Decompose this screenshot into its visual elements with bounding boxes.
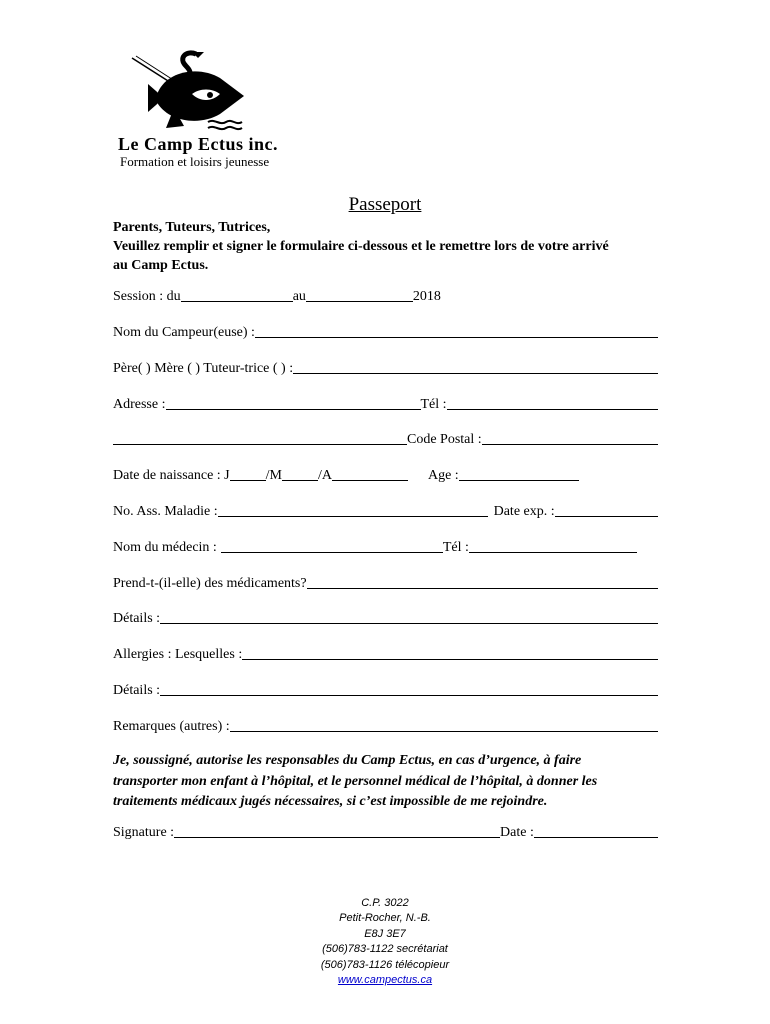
signature-field[interactable] bbox=[174, 823, 500, 838]
birth-year-label: /A bbox=[317, 468, 332, 483]
allergies-field[interactable] bbox=[242, 645, 658, 660]
remarks-label: Remarques (autres) : bbox=[113, 719, 230, 734]
postal-row bbox=[113, 428, 658, 448]
meds-field[interactable] bbox=[307, 574, 658, 589]
address-row bbox=[113, 393, 658, 413]
allergy-details-row bbox=[113, 679, 658, 699]
exp-date-field[interactable] bbox=[555, 502, 658, 517]
camper-row bbox=[113, 321, 658, 341]
intro-line-3: au Camp Ectus. bbox=[113, 258, 209, 273]
allergy-details-label: Détails : bbox=[113, 683, 161, 698]
address-phone: (506)783-1122 secrétariat bbox=[322, 943, 448, 956]
address-city: Petit-Rocher, N.-B. bbox=[339, 912, 431, 925]
session-end-field[interactable] bbox=[306, 287, 413, 302]
postal-code-field[interactable] bbox=[482, 430, 658, 445]
health-row bbox=[113, 500, 658, 520]
meds-label: Prend-t-(il-elle) des médicaments? bbox=[113, 576, 307, 591]
consent-line-1: Je, soussigné, autorise les responsables du Camp Ectus, en cas d’urgence, à faire bbox=[113, 753, 582, 768]
parent-label: Père( ) Mère ( ) Tuteur-trice ( ) : bbox=[113, 361, 294, 376]
details-label: Détails : bbox=[113, 611, 161, 626]
birth-row bbox=[113, 464, 658, 484]
doctor-tel-field[interactable] bbox=[469, 538, 637, 553]
doctor-row bbox=[113, 536, 658, 556]
logo-name: Le Camp Ectus inc. bbox=[118, 134, 279, 154]
address-line-2-field[interactable] bbox=[113, 430, 407, 445]
remarks-field[interactable] bbox=[230, 717, 658, 732]
meds-row bbox=[113, 572, 658, 592]
camp-logo bbox=[118, 48, 308, 176]
exp-label: Date exp. : bbox=[493, 504, 555, 519]
allergies-label: Allergies : Lesquelles : bbox=[113, 647, 243, 662]
website-link[interactable]: www.campectus.ca bbox=[337, 974, 433, 987]
signature-label: Signature : bbox=[113, 825, 175, 840]
allergies-row bbox=[113, 643, 658, 663]
tel-field[interactable] bbox=[447, 395, 658, 410]
tel-label: Tél : bbox=[420, 397, 447, 412]
consent-line-3: traitements médicaux jugés nécessaires, si c’est impossible de me rejoindre. bbox=[113, 794, 548, 809]
consent-line-2: transporter mon enfant à l’hôpital, et le personnel médical de l’hôpital, à donner les bbox=[113, 773, 598, 789]
consent-statement bbox=[113, 751, 658, 813]
parent-row bbox=[113, 357, 658, 377]
address-po: C.P. 3022 bbox=[361, 897, 409, 909]
doctor-tel-label: Tél : bbox=[442, 540, 469, 555]
camper-name-field[interactable] bbox=[255, 323, 658, 338]
birth-month-label: /M bbox=[265, 468, 282, 483]
age-field[interactable] bbox=[459, 466, 579, 481]
postal-label: Code Postal : bbox=[407, 432, 482, 447]
fish-bird-logo-icon bbox=[130, 48, 250, 136]
birth-label: Date de naissance : J bbox=[113, 468, 230, 483]
parent-name-field[interactable] bbox=[293, 359, 658, 374]
intro-text bbox=[113, 218, 673, 275]
address-fax: (506)783-1126 télécopieur bbox=[320, 958, 450, 971]
remarks-row bbox=[113, 715, 658, 735]
allergy-details-field[interactable] bbox=[160, 681, 658, 696]
address-field[interactable] bbox=[166, 395, 421, 410]
address-label: Adresse : bbox=[113, 397, 166, 412]
health-card-label: No. Ass. Maladie : bbox=[113, 504, 218, 519]
birth-year-field[interactable] bbox=[332, 466, 408, 481]
date-field[interactable] bbox=[534, 823, 658, 838]
logo-tagline: Formation et loisirs jeunesse bbox=[120, 154, 270, 169]
birth-day-field[interactable] bbox=[230, 466, 266, 481]
birth-month-field[interactable] bbox=[282, 466, 318, 481]
doctor-label: Nom du médecin : bbox=[113, 540, 217, 555]
page-title: Passeport bbox=[348, 194, 422, 215]
session-label: Session : du bbox=[113, 289, 181, 304]
details-row bbox=[113, 607, 658, 627]
age-label: Age : bbox=[427, 468, 459, 483]
intro-line-1: Parents, Tuteurs, Tutrices, bbox=[113, 220, 271, 235]
session-to-label: au bbox=[292, 289, 306, 304]
address-postal: E8J 3E7 bbox=[364, 927, 406, 940]
session-year: 2018 bbox=[412, 289, 441, 304]
signature-row bbox=[113, 821, 658, 841]
session-row bbox=[113, 285, 658, 305]
details-field[interactable] bbox=[160, 609, 658, 624]
doctor-name-field[interactable] bbox=[221, 538, 443, 553]
health-card-field[interactable] bbox=[218, 502, 488, 517]
session-start-field[interactable] bbox=[181, 287, 293, 302]
footer-address bbox=[0, 896, 770, 988]
intro-line-2: Veuillez remplir et signer le formulaire ci-dessous et le remettre lors de votre arrivé bbox=[113, 239, 609, 254]
camper-label: Nom du Campeur(euse) : bbox=[113, 325, 255, 340]
date-label: Date : bbox=[500, 825, 534, 840]
